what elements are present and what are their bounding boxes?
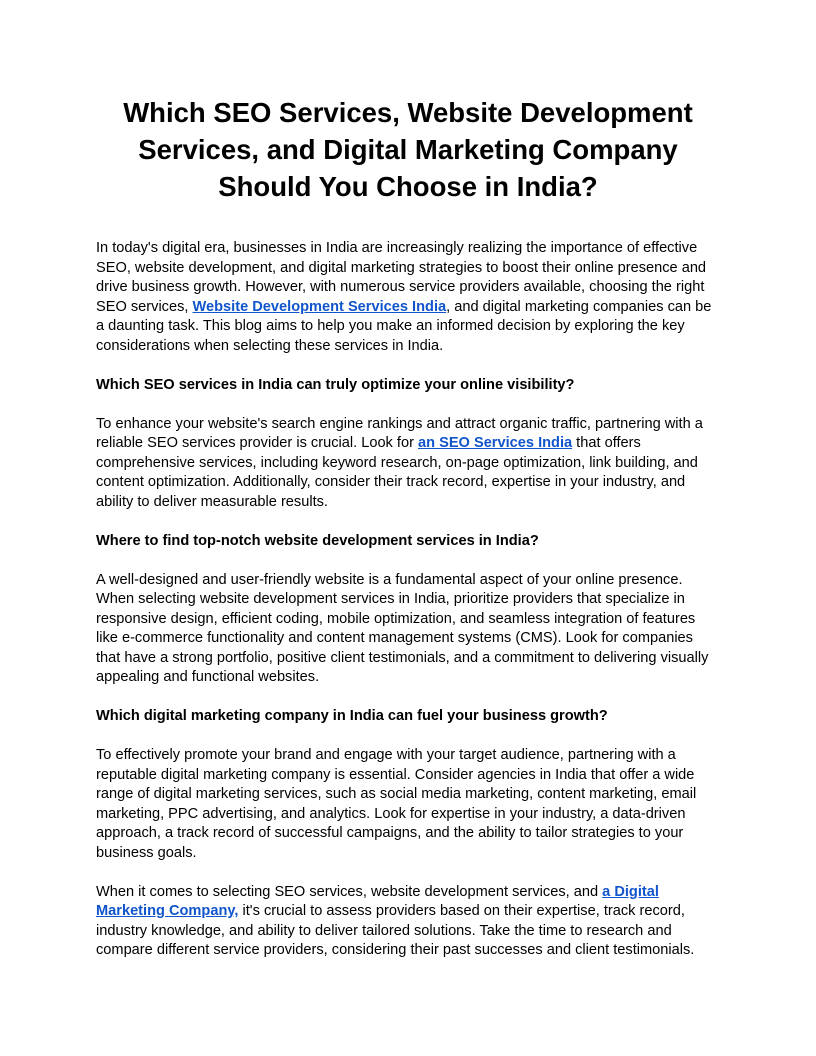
seo-text-after-link: that offers comprehensive services, including keyword research, on-page optimization, link building, and content optimization. Additionally, consider their track record, expertise in your industry, and ability to deliver measurable results. bbox=[96, 435, 698, 510]
section-heading-web-development: Where to find top-notch website development services in India? bbox=[96, 532, 539, 549]
seo-text-before-link: To enhance your website's search engine rankings and attract organic traffic, partnering with a reliable SEO services provider is crucial. Look for bbox=[96, 415, 703, 451]
document-page bbox=[96, 94, 720, 980]
digital-marketing-company-link[interactable]: a Digital Marketing Company, bbox=[96, 883, 659, 919]
section-heading-seo: Which SEO services in India can truly optimize your online visibility? bbox=[96, 376, 575, 393]
intro-text-before-link: In today's digital era, businesses in India are increasingly realizing the importance of effective SEO, website development, and digital marketing strategies to boost their online presence and drive business growth. However, with numerous service providers available, choosing the right SEO services, bbox=[96, 240, 707, 315]
digital-marketing-paragraph: To effectively promote your brand and engage with your target audience, partnering with a reputable digital marketing company is essential. Consider agencies in India that offer a wide range of digital marketing services, such as social media marketing, content marketing, email marketing, PPC advertising, and analytics. Look for expertise in your industry, a data-driven approach, a track record of successful campaigns, and the ability to tailor strategies to your business goals. bbox=[96, 747, 697, 861]
website-development-services-india-link[interactable]: Website Development Services India bbox=[192, 298, 447, 315]
web-development-paragraph: A well-designed and user-friendly website is a fundamental aspect of your online presence. When selecting website development services in India, prioritize providers that specialize in responsive design, efficient coding, mobile optimization, and seamless integration of features like e-commerce functionality and content management systems (CMS). Look for companies that have a strong portfolio, positive client testimonials, and a commitment to delivering visually appealing and functional websites. bbox=[96, 571, 709, 685]
seo-paragraph bbox=[96, 415, 720, 513]
intro-paragraph bbox=[96, 239, 720, 356]
conclusion-text-after-link: it's crucial to assess providers based on their expertise, track record, industry knowledge, and ability to deliver tailored solutions. Take the time to research and compare different service providers, considering their past successes and client testimonials. bbox=[96, 903, 695, 958]
intro-text-after-link: , and digital marketing companies can be a daunting task. This blog aims to help you make an informed decision by exploring the key considerations when selecting these services in India. bbox=[96, 298, 712, 354]
document-title: Which SEO Services, Website Development Services, and Digital Marketing Company Should You Choose in India? bbox=[123, 97, 693, 202]
conclusion-text-before-link: When it comes to selecting SEO services, website development services, and bbox=[96, 883, 603, 900]
seo-services-india-link[interactable]: an SEO Services India bbox=[418, 435, 573, 451]
conclusion-paragraph bbox=[96, 883, 720, 961]
section-heading-digital-marketing: Which digital marketing company in India can fuel your business growth? bbox=[96, 708, 608, 724]
